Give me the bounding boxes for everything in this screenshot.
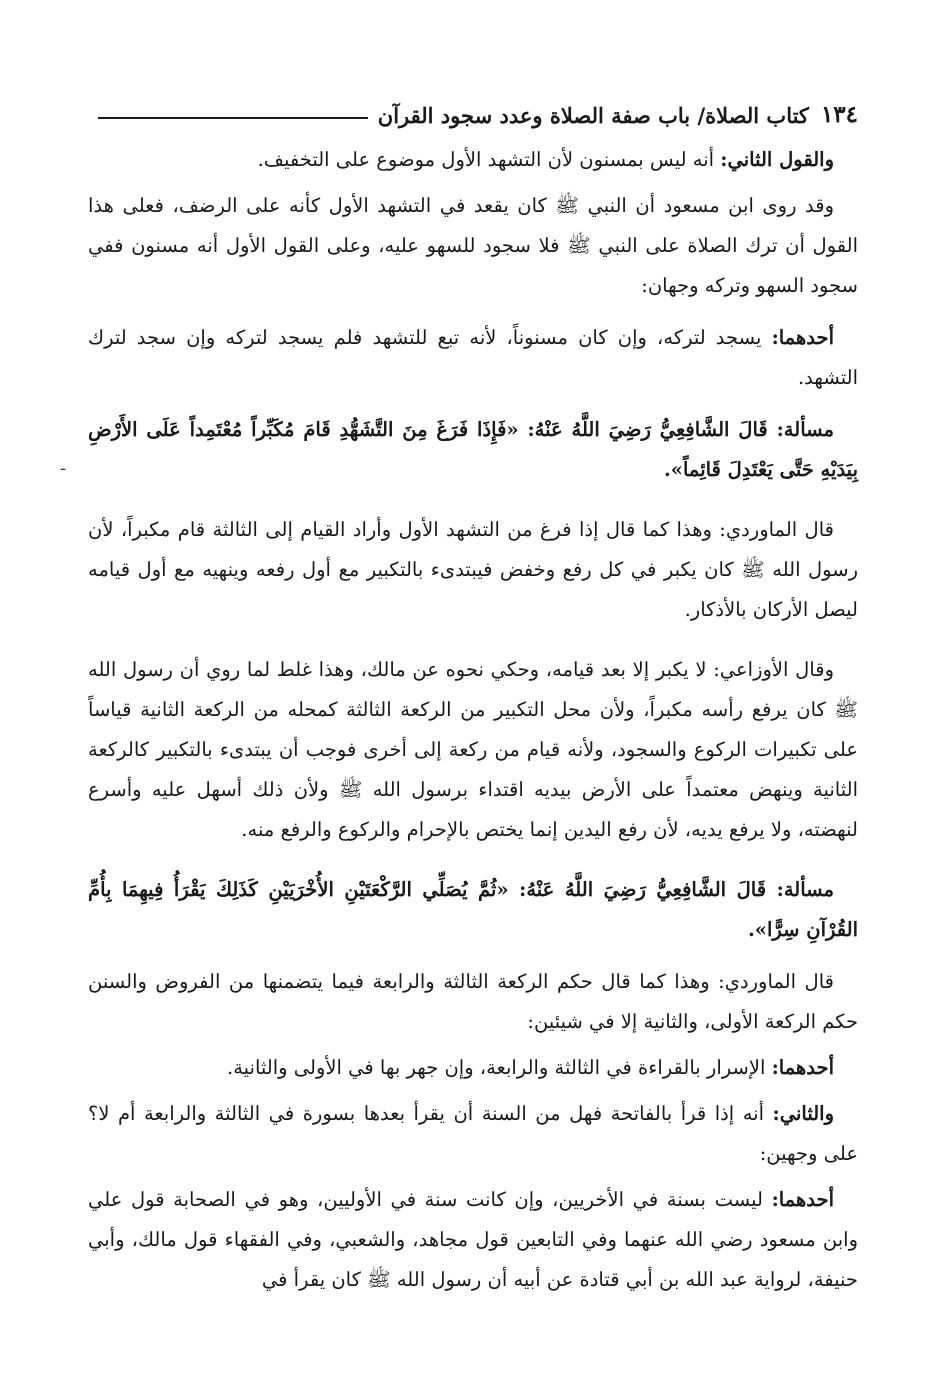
paragraph <box>88 962 858 1042</box>
paragraph-text: أنه إذا قرأ بالفاتحة فهل من السنة أن يقرأ بعدها بسورة في الثالثة والرابعة أم لا؟ على وجهين: <box>88 1102 858 1165</box>
masala-paragraph <box>88 410 858 490</box>
paragraph-text: الإسرار بالقراءة في الثالثة والرابعة، وإن جهر بها في الأولى والثانية. <box>227 1056 772 1079</box>
paragraph-lead: أحدهما: <box>771 326 834 349</box>
paragraph-lead: أحدهما: <box>771 1056 834 1079</box>
header-title: كتاب الصلاة/ باب صفة الصلاة وعدد سجود القرآن <box>377 103 809 128</box>
masala-paragraph <box>88 870 858 950</box>
paragraph-text: قال الماوردي: وهذا كما قال حكم الركعة الثالثة والرابعة فيما يتضمنها من الفروض والسنن حكم الركعة الأولى، والثانية إلا في شيئين: <box>88 970 858 1033</box>
paragraph <box>88 1180 858 1300</box>
paragraph <box>88 510 858 630</box>
paragraph-text: وقال الأوزاعي: لا يكبر إلا بعد قيامه، وحكي نحوه عن مالك، وهذا غلط لما روي أن رسول الله ﷺ كان يرفع رأسه مكبراً، ولأن محل التكبير من الركعة الثالثة كمحله من الركعة الثانية قياساً على تكبيرات الركوع والسجود، ولأنه قيام من ركعة إلى أخرى فوجب أن يبتدىء بالتكبير كالركعة الثانية وينهض معتمداً على الأرض بيديه اقتداء برسول الله ﷺ ولأن ذلك أسهل عليه وأسرع لنهضته، ولا يرفع يديه، لأن رفع اليدين إنما يختص بالإحرام والركوع والرفع منه. <box>88 658 858 841</box>
margin-dash-mark: - <box>60 458 67 479</box>
masala-lead: مسألة: قَالَ الشَّافِعِيُّ رَضِيَ اللَّهُ عَنْهُ: <box>527 418 834 441</box>
paragraph-text: ليست بسنة في الأخريين، وإن كانت سنة في الأوليين، وهو في الصحابة قول علي وابن مسعود رضي الله عنهما وفي التابعين قول مجاهد، والشعبي، وفي الفقهاء قول مالك، وأبي حنيفة، لرواية عبد الله بن أبي قتادة عن أبيه أن رسول الله ﷺ كان يقرأ في <box>88 1188 858 1291</box>
masala-lead: مسألة: قَالَ الشَّافِعِيُّ رَضِيَ اللَّهُ عَنْهُ: <box>519 878 834 901</box>
paragraph <box>88 650 858 850</box>
masala-quote: «فَإِذَا فَرَغَ مِنَ التَّشَهُّدِ قَامَ مُكَبِّراً مُعْتَمِداً عَلَى الأَرْضِ بِيَدَيْهِ حَتَّى يَعْتَدِلَ قَائِماً». <box>88 418 858 481</box>
page-body <box>88 140 858 1306</box>
paragraph-text: وقد روى ابن مسعود أن النبي ﷺ كان يقعد في التشهد الأول كأنه على الرضف، فعلى هذا القول أن ترك الصلاة على النبي ﷺ فلا سجود للسهو عليه، وعلى القول الأول أنه مسنون ففي سجود السهو وتركه وجهان: <box>88 194 858 297</box>
paragraph-text: أنه ليس بمسنون لأن التشهد الأول موضوع على التخفيف. <box>257 148 721 171</box>
paragraph <box>88 1094 858 1174</box>
page-number: ١٣٤ <box>820 101 858 128</box>
paragraph <box>88 318 858 398</box>
paragraph-lead: أحدهما: <box>771 1188 834 1211</box>
masala-quote: «ثُمَّ يُصَلِّي الرَّكْعَتَيْنِ الأُخْرَيَيْنِ كَذَلِكَ يَقْرَأُ فِيهِمَا بِأُمِّ القُرْآنِ سِرًّا». <box>88 878 858 941</box>
paragraph <box>88 140 858 180</box>
paragraph <box>88 186 858 306</box>
paragraph-lead: والثاني: <box>772 1102 834 1125</box>
paragraph-lead: والقول الثاني: <box>720 148 834 171</box>
running-header <box>88 88 858 128</box>
paragraph-text: يسجد لتركه، وإن كان مسنوناً، لأنه تبع للتشهد فلم يسجد لتركه وإن سجد لترك التشهد. <box>88 326 858 389</box>
header-rule <box>98 117 368 119</box>
paragraph <box>88 1048 858 1088</box>
paragraph-text: قال الماوردي: وهذا كما قال إذا فرغ من التشهد الأول وأراد القيام إلى الثالثة قام مكبراً، لأن رسول الله ﷺ كان يكبر في كل رفع وخفض فيبتدىء بالتكبير مع أول رفعه وينهيه مع أول قيامه ليصل الأركان بالأذكار. <box>88 518 858 621</box>
